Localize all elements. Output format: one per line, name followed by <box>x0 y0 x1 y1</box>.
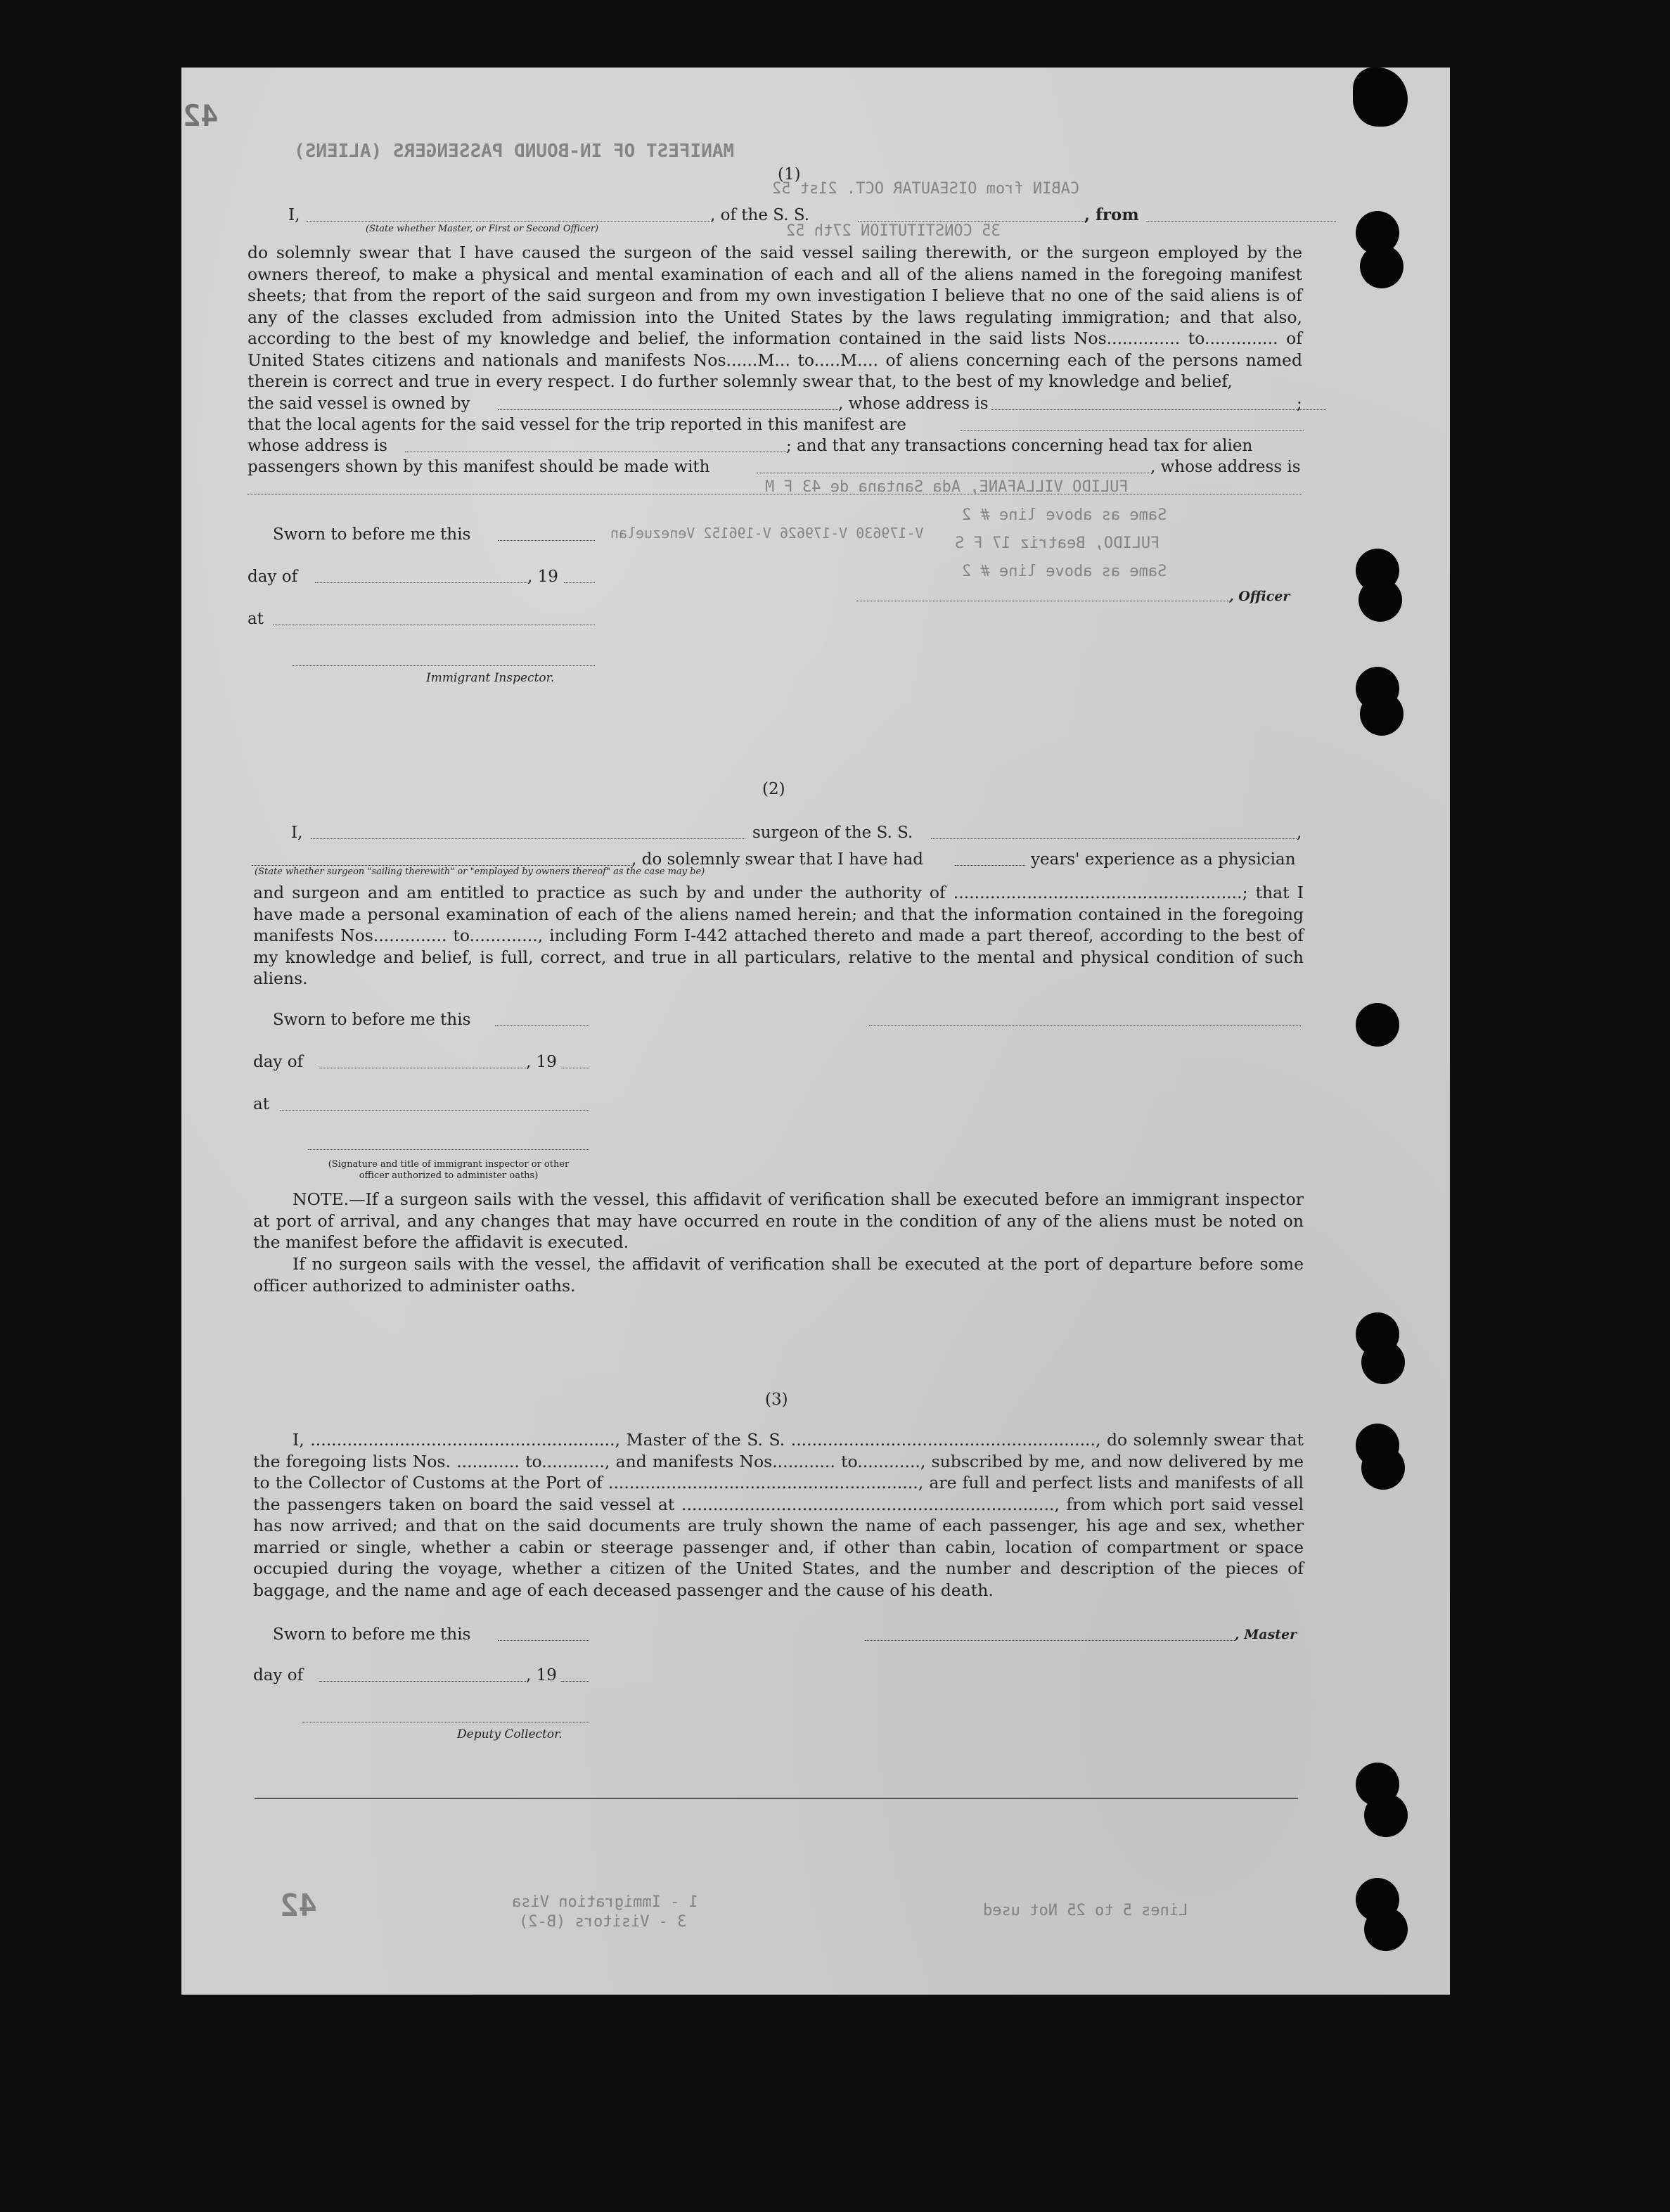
bottom-rule <box>255 1798 1298 1799</box>
section2-at-label: at <box>253 1095 269 1113</box>
section2-at-field[interactable] <box>280 1110 589 1111</box>
bleed-page-number-bottom: 42 <box>280 1888 317 1924</box>
section1-I-label: I, <box>288 206 300 224</box>
vessel-name-field[interactable] <box>858 221 1084 222</box>
surgeon-name-field[interactable] <box>311 838 745 839</box>
master-label: , Master <box>1235 1627 1297 1642</box>
punch-hole <box>1360 245 1404 288</box>
officer-label: , Officer <box>1229 589 1290 604</box>
master-signature-field[interactable] <box>865 1640 1235 1641</box>
owned-by-label: the said vessel is owned by <box>248 395 470 413</box>
section3-year-field[interactable] <box>561 1681 589 1682</box>
agent-address-label: whose address is <box>248 437 387 455</box>
bleed-page-number-top: 42 <box>183 98 219 133</box>
punch-hole <box>1361 1446 1405 1490</box>
section2-sig-note: (Signature and title of immigrant inspector or other officer authorized to administer oaths) <box>328 1159 570 1181</box>
section2-I-label: I, <box>291 824 303 842</box>
owner-field[interactable] <box>498 409 838 410</box>
bleed-bottom-right: Lines 5 to 25 Not used <box>983 1902 1188 1919</box>
section3-sworn-field[interactable] <box>498 1640 589 1641</box>
section3-day-field[interactable] <box>319 1681 526 1682</box>
bleed-row-a: FULIDO VILLAFANE, Ada Santana de 43 F M <box>765 478 1129 496</box>
transactions-label: ; and that any transactions concerning head tax for alien <box>786 437 1253 455</box>
section3-year-label: , 19 <box>526 1666 557 1684</box>
local-agents-field[interactable] <box>961 430 1304 431</box>
inspector-signature-field[interactable] <box>293 665 595 666</box>
bleed-bottom-left-1: 1 - Immigration Visa <box>512 1893 698 1911</box>
punch-hole <box>1364 1907 1408 1951</box>
section1-year-label: , 19 <box>527 568 558 586</box>
bleed-row-d: Same as above line # 2 <box>962 563 1167 580</box>
surgeon-of-label: surgeon of the S. S. <box>752 824 913 842</box>
bleed-visa-ids: V-179630 V-179626 V-196152 Venezuelan <box>610 525 924 542</box>
head-tax-address-label: , whose address is <box>1150 458 1301 476</box>
of-ss-label: , of the S. S. <box>710 206 810 224</box>
punch-hole <box>1364 1794 1408 1837</box>
passengers-label: passengers shown by this manifest should be made with <box>248 458 710 476</box>
punch-hole <box>1356 1003 1399 1047</box>
solemnly-label: , do solemnly swear that I have had <box>631 850 923 869</box>
owner-semicolon: ; <box>1297 395 1302 413</box>
section2-state-note: (State whether surgeon "sailing therewith" or "employed by owners thereof" as the case may be) <box>255 867 705 877</box>
section2-note1: NOTE.—If a surgeon sails with the vessel, this affidavit of verification shall be executed before an immigrant inspector at port of arrival, and any changes that may have occurred en route in the condition of any of the aliens must be noted on the manifest before the affidavit is executed. <box>253 1189 1304 1252</box>
surgeon-status-field[interactable] <box>252 865 631 866</box>
section1-day-of-label: day of <box>248 568 298 586</box>
section1-year-field[interactable] <box>564 582 595 583</box>
bleed-row-top1: CABIN from OISEAUTAR OCT. 21st 52 <box>772 180 1080 198</box>
section2-sworn-label: Sworn to before me this <box>273 1011 471 1029</box>
from-label: , from <box>1084 205 1139 224</box>
bleed-row-top2: 35 CONSTITUTION 27th 52 <box>786 222 1001 240</box>
section1-body: do solemnly swear that I have caused the surgeon of the said vessel sailing therewith, or the surgeon employed by the owners thereof, to make a physical and mental examination of each and all of the aliens named in the foregoing manifest sheets; that from the report of the said surgeon and from my own investigation I believe that no one of the said aliens is of any of the classes excluded from admission into the United States by the laws regulating immigration; and that also, according to the best of my knowledge and belief, the information contained in the said lists Nos.............. to.............. of United States citizens and nationals and manifests Nos......M... to.....M.... of aliens concerning each of the persons named therein is correct and true in every respect. I do further solemnly swear that, to the best of my knowledge and belief, <box>248 243 1302 391</box>
section1-sworn-label: Sworn to before me this <box>273 525 471 544</box>
section3-sworn-label: Sworn to before me this <box>273 1625 471 1644</box>
surgeon-comma: , <box>1297 824 1302 842</box>
section3-day-of-label: day of <box>253 1666 304 1684</box>
from-port-field[interactable] <box>1146 221 1336 222</box>
section1-state-note: (State whether Master, or First or Second Officer) <box>366 224 599 234</box>
section2-sworn-field[interactable] <box>495 1025 589 1026</box>
bleed-row-b: Same as above line # 2 <box>962 506 1167 524</box>
section2-number: (2) <box>762 780 785 798</box>
bleed-bottom-left-2: 3 - Visitors (B-2) <box>519 1913 687 1931</box>
immigrant-inspector-label: Immigrant Inspector. <box>426 671 555 685</box>
section2-day-of-label: day of <box>253 1053 304 1071</box>
local-agents-label: that the local agents for the said vessel for the trip reported in this manifest are <box>248 416 906 434</box>
section1-sworn-field[interactable] <box>498 540 595 541</box>
section2-signature-field[interactable] <box>869 1025 1301 1026</box>
section3-body: I, .........................................................., Master of the S. S. .........................................................., do solemnly swear that the foregoing lists Nos. ............ to............, and manifests Nos............ to............, subscribed by me, and now delivered by me to the Collector of Customs at the Port of ..........................................................., are full and perfect lists and manifests of all the passengers taken on board the said vessel at ......................................................................., from which port said vessel has now arrived; and that on the said documents are truly shown the name of each passenger, his age and sex, whether married or single, whether a cabin or steerage passenger and, if other than cabin, location of compartment or space occupied during the voyage, whether a citizen of the United States, and the number and description of the pieces of baggage, and the name and age of each deceased passenger and the cause of his death. <box>253 1430 1304 1600</box>
owner-address-field[interactable] <box>991 409 1326 410</box>
section2-note2: If no surgeon sails with the vessel, the affidavit of verification shall be executed at the port of departure before some officer authorized to administer oaths. <box>253 1254 1304 1296</box>
section1-day-field[interactable] <box>315 582 527 583</box>
punch-hole <box>1361 1341 1405 1384</box>
surgeon-vessel-field[interactable] <box>931 838 1297 839</box>
section2-inspector-signature-field[interactable] <box>308 1149 589 1150</box>
owner-address-label: , whose address is <box>838 395 989 413</box>
deputy-collector-label: Deputy Collector. <box>457 1727 563 1741</box>
section3-number: (3) <box>765 1391 788 1409</box>
section2-body: and surgeon and am entitled to practice as such by and under the authority of .......................................................; that I have made a personal examination of each of the aliens named herein; and that the information contained in the foregoing manifests Nos.............. to............., including Form I-442 attached thereto and made a part thereof, according to the best of my knowledge and belief, is full, correct, and true in all particulars, relative to the mental and physical condition of such aliens. <box>253 883 1304 988</box>
master-name-field[interactable] <box>307 221 710 222</box>
section1-number: (1) <box>778 165 801 184</box>
years-experience-field[interactable] <box>955 865 1025 866</box>
years-label: years' experience as a physician <box>1031 850 1296 869</box>
punch-hole <box>1359 578 1402 622</box>
bleed-heading: MANIFEST OF IN-BOUND PASSENGERS (ALIENS) <box>294 141 735 162</box>
bleed-row-c: FULIDO, Beatriz 17 F S <box>955 535 1160 552</box>
section2-year-label: , 19 <box>526 1053 557 1071</box>
section1-at-label: at <box>248 610 264 628</box>
punch-hole <box>1360 692 1404 736</box>
document-page <box>181 68 1450 1995</box>
